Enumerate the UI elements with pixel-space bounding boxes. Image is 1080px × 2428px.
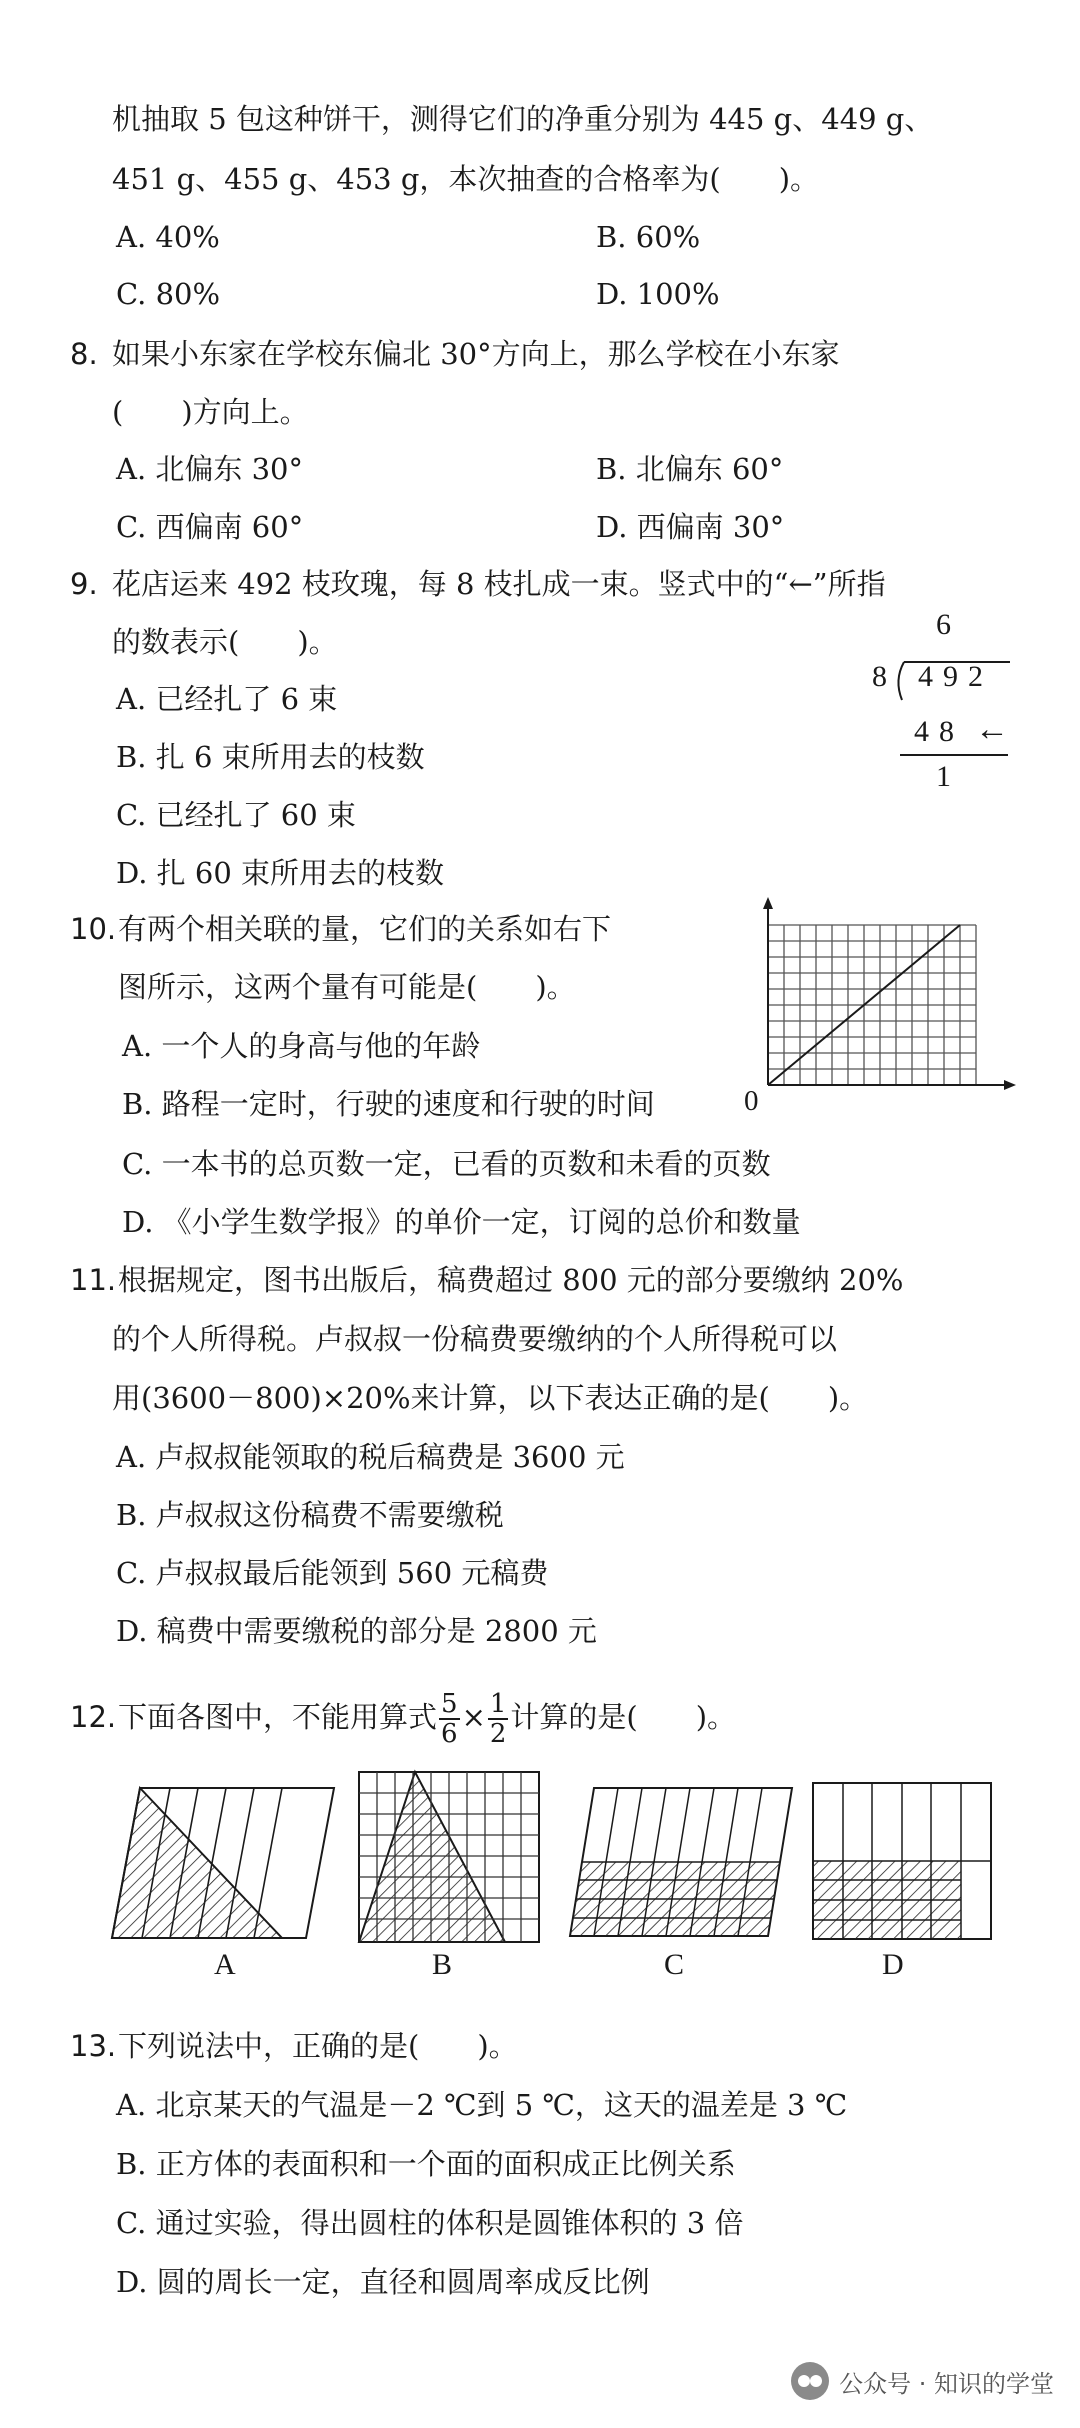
figure-c (568, 1782, 798, 1942)
q7-option-c: C. 80% (116, 277, 221, 311)
figure-a (110, 1780, 340, 1945)
q8-option-a: A. 北偏东 30° (116, 452, 303, 486)
graph-origin-label: 0 (744, 1085, 759, 1117)
q11-line2: 的个人所得税。卢叔叔一份稿费要缴纳的个人所得税可以 (112, 1322, 838, 1356)
q8-line1: 如果小东家在学校东偏北 30°方向上，那么学校在小东家 (112, 337, 840, 371)
q11-option-b: B. 卢叔叔这份稿费不需要缴税 (116, 1498, 504, 1532)
division-divisor: 8 (872, 660, 887, 693)
figure-d (810, 1780, 995, 1945)
q8-number: 8. (70, 337, 98, 371)
q11-option-c: C. 卢叔叔最后能领到 560 元稿费 (116, 1556, 549, 1590)
figure-c-label: C (664, 1948, 685, 1981)
q11-option-a: A. 卢叔叔能领取的税后稿费是 3600 元 (116, 1440, 625, 1474)
q8-option-c: C. 西偏南 60° (116, 510, 304, 544)
q7-option-a: A. 40% (116, 220, 220, 254)
q13-number: 13. (70, 2029, 117, 2063)
fraction-five-sixths (439, 1690, 460, 1748)
q10-option-c: C. 一本书的总页数一定，已看的页数和未看的页数 (122, 1147, 771, 1181)
q12-number: 12. (70, 1700, 117, 1734)
q9-option-d: D. 扎 60 束所用去的枝数 (116, 856, 444, 890)
q8-line2: ( )方向上。 (112, 395, 309, 429)
q10-number: 10. (70, 912, 117, 946)
figure-b-label: B (432, 1948, 453, 1981)
q8-option-d: D. 西偏南 30° (596, 510, 785, 544)
figure-d-label: D (882, 1948, 904, 1981)
q7-line2: 451 g、455 g、453 g，本次抽查的合格率为( )。 (112, 162, 820, 196)
q10-option-a: A. 一个人的身高与他的年龄 (122, 1029, 481, 1063)
q10-line1: 有两个相关联的量，它们的关系如右下 (118, 912, 612, 946)
q7-option-b: B. 60% (596, 220, 701, 254)
division-quotient: 6 (936, 608, 951, 641)
division-arrow-icon: ← (975, 711, 1009, 748)
graph-grid (768, 925, 976, 1085)
fraction-denominator: 6 (441, 1719, 458, 1749)
q13-option-d: D. 圆的周长一定，直径和圆周率成反比例 (116, 2265, 650, 2299)
q9-number: 9. (70, 567, 98, 601)
fraction-numerator: 5 (441, 1689, 458, 1719)
q13-option-b: B. 正方体的表面积和一个面的面积成正比例关系 (116, 2147, 736, 2181)
figure-b (355, 1768, 545, 1948)
q7-line1: 机抽取 5 包这种饼干，测得它们的净重分别为 445 g、449 g、 (112, 102, 934, 136)
q11-number: 11. (70, 1263, 117, 1297)
division-dividend: 492 (918, 660, 993, 693)
q9-option-c: C. 已经扎了 60 束 (116, 798, 356, 832)
q9-line1: 花店运来 492 枝玫瑰，每 8 枝扎成一束。竖式中的“←”所指 (112, 567, 886, 601)
q11-option-d: D. 稿费中需要缴税的部分是 2800 元 (116, 1614, 597, 1648)
q7-option-d: D. 100% (596, 277, 720, 311)
relation-graph (740, 895, 1040, 1115)
division-remainder: 1 (936, 760, 951, 793)
q12-text-pre: 下面各图中，不能用算式 (118, 1700, 438, 1734)
q8-option-b: B. 北偏东 60° (596, 452, 784, 486)
q9-option-a: A. 已经扎了 6 束 (116, 682, 338, 716)
division-bracket (890, 656, 1020, 706)
q13-option-a: A. 北京某天的气温是－2 ℃到 5 ℃，这天的温差是 3 ℃ (116, 2088, 848, 2122)
q11-line1: 根据规定，图书出版后，稿费超过 800 元的部分要缴纳 20% (118, 1263, 904, 1297)
q12-question (118, 1676, 736, 1758)
fraction-denominator: 2 (489, 1719, 507, 1749)
watermark-text: 公众号 · 知识的学堂 (839, 2369, 1054, 2398)
q11-line3: 用(3600－800)×20%来计算，以下表达正确的是( )。 (112, 1381, 869, 1415)
q9-option-b: B. 扎 6 束所用去的枝数 (116, 740, 425, 774)
watermark (791, 2362, 1054, 2400)
fraction-numerator: 1 (489, 1689, 507, 1719)
q10-line2: 图所示，这两个量有可能是( )。 (118, 970, 576, 1004)
q10-option-d: D. 《小学生数学报》的单价一定，订阅的总价和数量 (122, 1205, 801, 1239)
figure-a-label: A (214, 1948, 236, 1981)
fraction-one-half (488, 1690, 509, 1748)
division-line (900, 752, 1010, 758)
q10-option-b: B. 路程一定时，行驶的速度和行驶的时间 (122, 1087, 655, 1121)
q12-text-post: 计算的是( )。 (510, 1700, 737, 1734)
q13-line1: 下列说法中，正确的是( )。 (118, 2029, 518, 2063)
q9-line2: 的数表示( )。 (112, 625, 338, 659)
q13-option-c: C. 通过实验，得出圆柱的体积是圆锥体积的 3 倍 (116, 2206, 744, 2240)
times-sign: × (461, 1700, 486, 1734)
wechat-icon (791, 2362, 829, 2400)
division-product: 48 (914, 715, 964, 748)
